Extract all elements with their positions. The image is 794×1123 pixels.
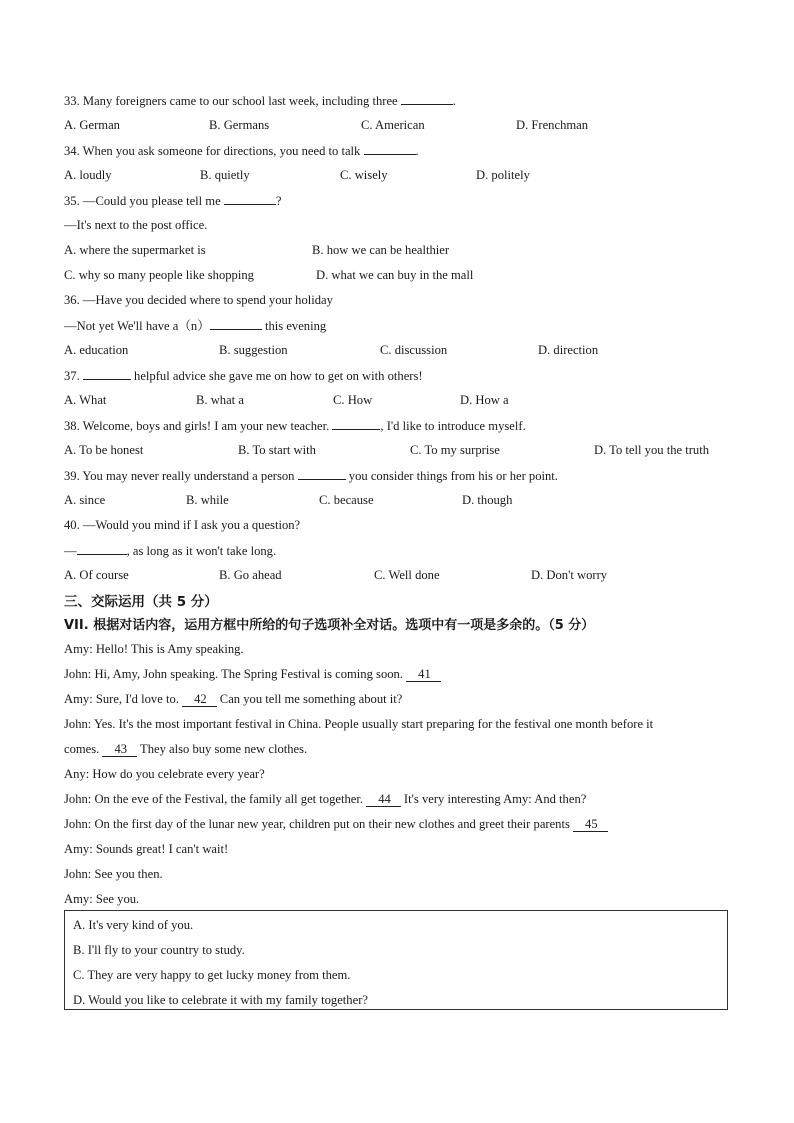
question-stem: 35. —Could you please tell me (64, 194, 224, 208)
answer-blank[interactable] (364, 142, 416, 155)
question-reply: —It's next to the post office. (64, 218, 208, 232)
box-option-b[interactable]: B. I'll fly to your country to study. (73, 943, 245, 957)
option-a[interactable]: A. What (64, 393, 107, 407)
option-a[interactable]: A. Of course (64, 568, 129, 582)
question-stem: 34. When you ask someone for directions, you need to talk (64, 144, 364, 158)
question-stem: 37. (64, 369, 83, 383)
answer-blank[interactable] (77, 542, 127, 555)
dialogue-text: It's very interesting Amy: And then? (400, 792, 587, 806)
dialogue-text: Can you tell me something about it? (216, 692, 403, 706)
box-option-a[interactable]: A. It's very kind of you. (73, 918, 194, 932)
option-a[interactable]: A. German (64, 118, 120, 132)
dialogue-line (64, 791, 586, 807)
option-a[interactable]: A. loudly (64, 168, 112, 182)
dialogue-line (64, 691, 402, 707)
question-stem-end: . (452, 94, 456, 108)
answer-blank-44[interactable]: 44 (366, 793, 401, 807)
question-36: 36. —Have you decided where to spend your holiday (64, 293, 333, 307)
option-d[interactable]: D. Don't worry (531, 568, 608, 582)
question-stem: 39. You may never really understand a person (64, 469, 298, 483)
reply-end: this evening (261, 319, 327, 333)
option-b[interactable]: B. while (186, 493, 229, 507)
dialogue-text: Amy: Sure, I'd love to. (64, 692, 183, 706)
question-stem-end: . (415, 144, 419, 158)
option-c[interactable]: C. because (319, 493, 374, 507)
option-b[interactable]: B. how we can be healthier (312, 243, 450, 257)
option-c[interactable]: C. How (333, 393, 373, 407)
dialogue-text: John: Hi, Amy, John speaking. The Spring Festival is coming soon. (64, 667, 407, 681)
answer-blank-41[interactable]: 41 (406, 668, 441, 682)
question-stem: 33. Many foreigners came to our school last week, including three (64, 94, 401, 108)
option-d[interactable]: D. politely (476, 168, 530, 182)
answer-blank[interactable] (298, 467, 346, 480)
dialogue-text: John: On the first day of the lunar new year, children put on their new clothes and greet their parents (64, 817, 574, 831)
box-option-d[interactable]: D. Would you like to celebrate it with my family together? (73, 993, 368, 1007)
dialogue-text: John: On the eve of the Festival, the family all get together. (64, 792, 367, 806)
answer-blank-45[interactable]: 45 (573, 818, 608, 832)
answer-blank[interactable] (332, 417, 380, 430)
question-33 (64, 92, 456, 109)
question-stem-end: ? (275, 194, 282, 208)
question-reply (64, 542, 276, 559)
dialogue-text: comes. (64, 742, 103, 756)
question-34 (64, 142, 419, 159)
reply-end: , as long as it won't take long. (126, 544, 277, 558)
question-40: 40. —Would you mind if I ask you a question? (64, 518, 301, 532)
option-c[interactable]: C. why so many people like shopping (64, 268, 254, 282)
dialogue-line: Any: How do you celebrate every year? (64, 767, 265, 781)
option-d[interactable]: D. How a (460, 393, 509, 407)
reply-start: —Not yet We'll have a（n） (64, 319, 210, 333)
answer-blank[interactable] (401, 92, 453, 105)
option-d[interactable]: D. though (462, 493, 513, 507)
option-a[interactable]: A. where the supermarket is (64, 243, 206, 257)
question-37 (64, 367, 423, 384)
question-stem-end: , I'd like to introduce myself. (380, 419, 526, 433)
option-a[interactable]: A. since (64, 493, 106, 507)
question-stem-end: you consider things from his or her point. (345, 469, 558, 483)
option-b[interactable]: B. Germans (209, 118, 270, 132)
dialogue-line: Amy: See you. (64, 892, 140, 906)
option-d[interactable]: D. Frenchman (516, 118, 589, 132)
question-stem: 38. Welcome, boys and girls! I am your new teacher. (64, 419, 333, 433)
option-d[interactable]: D. To tell you the truth (594, 443, 710, 457)
question-reply (64, 317, 326, 334)
option-b[interactable]: B. To start with (238, 443, 316, 457)
section-title: 三、交际运用（共 5 分） (64, 594, 218, 610)
dialogue-text: They also buy some new clothes. (137, 742, 308, 756)
dialogue-line: John: Yes. It's the most important festival in China. People usually start preparing for the festival one month before it (64, 717, 654, 731)
question-39 (64, 467, 558, 484)
option-c[interactable]: C. American (361, 118, 425, 132)
option-b[interactable]: B. suggestion (219, 343, 288, 357)
box-option-c[interactable]: C. They are very happy to get lucky money from them. (73, 968, 351, 982)
option-b[interactable]: B. what a (196, 393, 244, 407)
option-a[interactable]: A. education (64, 343, 129, 357)
dialogue-line: Amy: Sounds great! I can't wait! (64, 842, 229, 856)
option-d[interactable]: D. what we can buy in the mall (316, 268, 474, 282)
option-a[interactable]: A. To be honest (64, 443, 144, 457)
dialogue-line (64, 741, 307, 757)
dialogue-line: Amy: Hello! This is Amy speaking. (64, 642, 244, 656)
option-b[interactable]: B. quietly (200, 168, 250, 182)
option-b[interactable]: B. Go ahead (219, 568, 282, 582)
option-c[interactable]: C. Well done (374, 568, 440, 582)
question-stem-end: helpful advice she gave me on how to get on with others! (130, 369, 423, 383)
dialogue-line: John: See you then. (64, 867, 163, 881)
option-c[interactable]: C. discussion (380, 343, 448, 357)
dialogue-line (64, 816, 608, 832)
dialogue-line (64, 666, 441, 682)
answer-blank[interactable] (210, 317, 262, 330)
option-c[interactable]: C. To my surprise (410, 443, 500, 457)
option-d[interactable]: D. direction (538, 343, 599, 357)
answer-blank[interactable] (224, 192, 276, 205)
options-box (64, 910, 728, 1010)
question-38 (64, 417, 526, 434)
reply-start: — (64, 544, 77, 558)
answer-blank-42[interactable]: 42 (182, 693, 217, 707)
answer-blank[interactable] (83, 367, 131, 380)
answer-blank-43[interactable]: 43 (102, 743, 137, 757)
question-35 (64, 192, 281, 209)
option-c[interactable]: C. wisely (340, 168, 388, 182)
subsection-title: VII. 根据对话内容，运用方框中所给的句子选项补全对话。选项中有一项是多余的。（5 分） (64, 618, 595, 633)
